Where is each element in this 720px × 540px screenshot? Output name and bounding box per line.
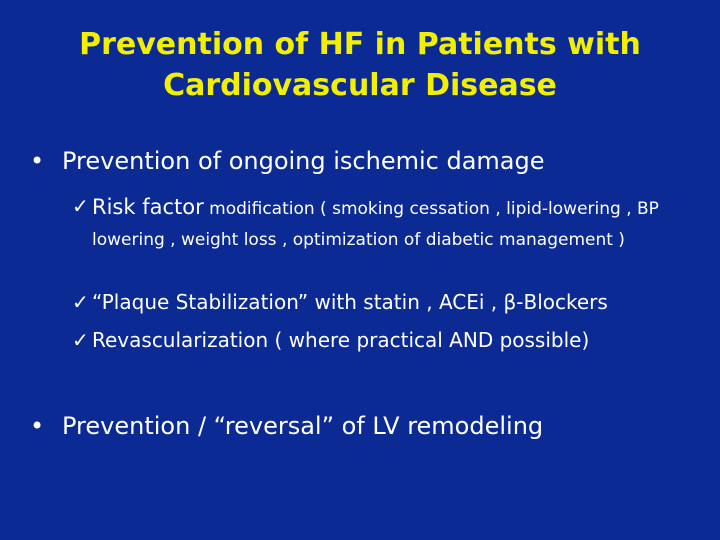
slide-title (40, 24, 680, 106)
sub-bullet-text: “Plaque Stabilization” with statin , ACEi , β-Blockers (92, 290, 608, 314)
bullet-text: Prevention / “reversal” of LV remodeling (62, 412, 544, 440)
bullet-dot-icon: • (30, 147, 45, 175)
bullet-item (30, 147, 545, 175)
checkmark-icon: ✓ (72, 328, 89, 352)
sub-bullet-text: Revascularization ( where practical AND possible) (92, 328, 590, 352)
sub-bullet-item (72, 326, 702, 355)
sub-bullet-item (72, 288, 702, 317)
checkmark-icon: ✓ (72, 194, 89, 218)
bullet-dot-icon: • (30, 412, 45, 440)
title-line-2: Cardiovascular Disease (163, 68, 557, 103)
sub-bullet-text: modification ( smoking cessation , lipid-lowering , BP lowering , weight loss , optimization of diabetic management ) (92, 199, 659, 250)
sub-bullet-item (72, 192, 702, 255)
bullet-item (30, 412, 543, 440)
title-line-1: Prevention of HF in Patients with (79, 27, 641, 62)
sub-bullet-lead: Risk factor (92, 195, 204, 219)
bullet-text: Prevention of ongoing ischemic damage (62, 147, 545, 175)
checkmark-icon: ✓ (72, 290, 89, 314)
